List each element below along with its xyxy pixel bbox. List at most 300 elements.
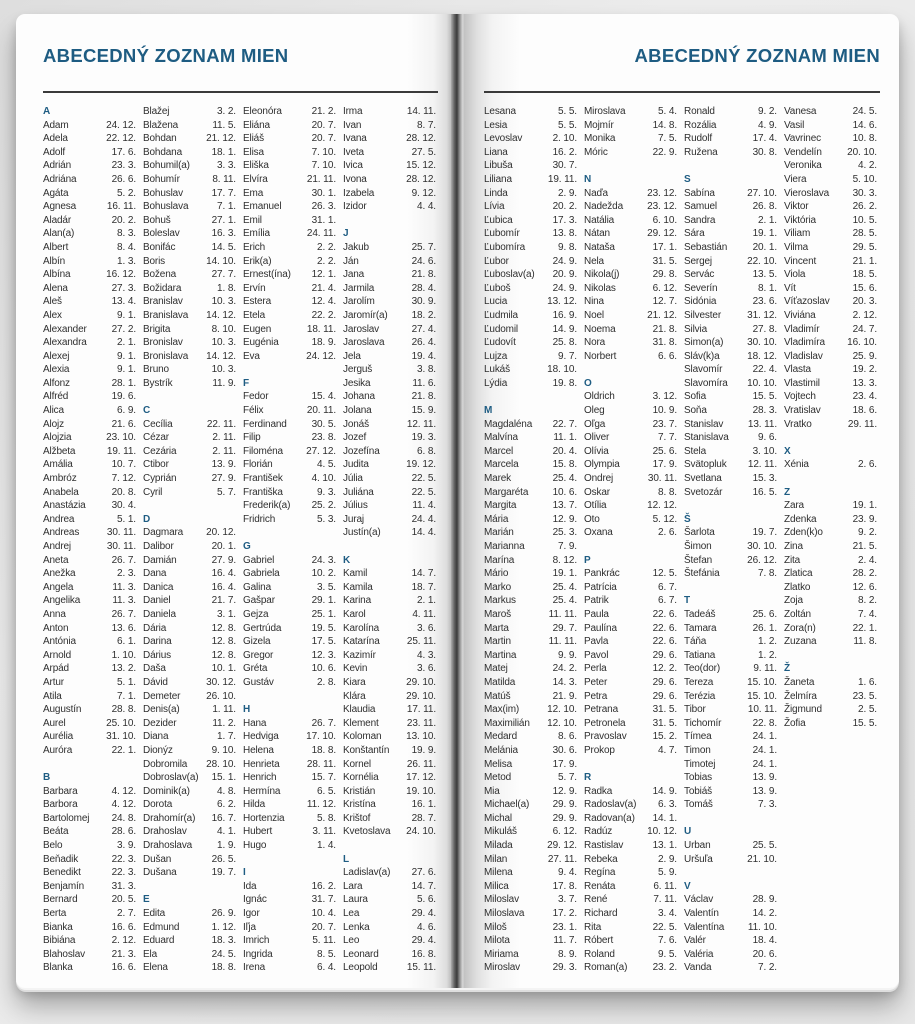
section-letter: O xyxy=(584,377,592,389)
name-date: 14. 3. xyxy=(552,676,577,688)
name-day-row xyxy=(684,323,777,337)
name-date: 19. 10. xyxy=(406,785,436,797)
name-label: Nataša xyxy=(584,241,615,253)
name-day-row xyxy=(684,758,777,772)
name-date: 10. 12. xyxy=(647,826,677,838)
name-date: 20. 5. xyxy=(111,894,136,906)
name-label: Vilma xyxy=(784,241,809,253)
name-label: Anežka xyxy=(43,568,76,580)
name-label: Marcel xyxy=(484,445,514,457)
name-date: 21. 5. xyxy=(852,541,877,552)
name-label: Melánia xyxy=(484,744,518,756)
name-date: 28. 7. xyxy=(411,812,436,824)
name-label: Nikola(j) xyxy=(584,269,620,281)
name-day-row xyxy=(684,649,777,663)
name-date: 22. 4. xyxy=(752,364,777,376)
name-day-row xyxy=(484,961,577,975)
name-date: 11. 11. xyxy=(548,608,577,620)
name-date: 9. 1. xyxy=(117,364,136,376)
section-letter: P xyxy=(584,554,591,566)
name-day-row xyxy=(784,159,877,173)
name-label: Miloš xyxy=(484,921,507,933)
name-day-row xyxy=(684,635,777,649)
name-day-row xyxy=(584,812,677,826)
name-label: Matúš xyxy=(484,690,511,702)
name-day-row xyxy=(784,295,877,309)
name-label: Bohumír xyxy=(143,173,180,185)
name-date: 26. 7. xyxy=(111,554,136,566)
name-date: 8. 7. xyxy=(417,119,436,131)
name-label: Ela xyxy=(143,948,158,960)
name-day-row xyxy=(243,676,336,690)
name-label: Ľudmila xyxy=(484,309,518,321)
name-label: Gustáv xyxy=(243,676,274,688)
name-date: 3. 4. xyxy=(658,908,677,920)
name-day-row xyxy=(684,771,777,785)
name-label: Dobroslav(a) xyxy=(143,772,199,784)
name-day-row xyxy=(43,513,136,527)
name-day-row xyxy=(143,866,236,880)
name-day-row xyxy=(43,690,136,704)
name-day-row xyxy=(143,921,236,935)
name-day-row xyxy=(143,472,236,486)
name-day-row xyxy=(343,295,436,309)
name-label: Arnold xyxy=(43,649,72,661)
name-day-row xyxy=(484,812,577,826)
name-day-row xyxy=(584,649,677,663)
name-date: 12. 8. xyxy=(211,622,236,634)
name-day-row xyxy=(43,146,136,160)
name-date: 27. 5. xyxy=(411,146,436,158)
name-day-row xyxy=(143,309,236,323)
name-day-row xyxy=(484,622,577,636)
name-date: 7. 6. xyxy=(658,935,677,947)
name-day-row xyxy=(343,798,436,812)
name-date: 30. 9. xyxy=(411,296,436,308)
name-date: 12. 7. xyxy=(652,296,677,308)
name-date: 29. 6. xyxy=(652,676,677,688)
name-date: 28. 9. xyxy=(752,894,777,906)
name-day-row xyxy=(784,676,877,690)
name-date: 20. 3. xyxy=(852,296,877,308)
name-date: 23. 9. xyxy=(852,513,877,525)
name-label: Sofia xyxy=(684,391,707,403)
name-date: 3. 8. xyxy=(417,364,436,376)
name-day-row xyxy=(343,812,436,826)
name-date: 1. 4. xyxy=(317,840,336,852)
name-date: 22. 2. xyxy=(311,309,336,321)
name-label: Juraj xyxy=(343,513,364,525)
name-label: Vanesa xyxy=(784,106,817,117)
name-day-row xyxy=(43,839,136,853)
name-label: Anastázia xyxy=(43,500,86,512)
name-day-row xyxy=(143,785,236,799)
name-label: Slavomír xyxy=(684,364,723,376)
name-date: 2. 8. xyxy=(317,676,336,688)
name-day-row xyxy=(684,472,777,486)
name-date: 10. 4. xyxy=(311,908,336,920)
name-date: 20. 10. xyxy=(847,146,877,158)
name-day-row xyxy=(684,431,777,445)
name-label: Jozefína xyxy=(343,445,380,457)
name-day-row xyxy=(43,323,136,337)
name-day-row xyxy=(143,336,236,350)
name-day-row xyxy=(143,458,236,472)
name-label: Stanislava xyxy=(684,432,729,444)
name-label: Ľuboslav(a) xyxy=(484,269,535,281)
name-day-row xyxy=(784,554,877,568)
name-date: 9. 3. xyxy=(317,486,336,498)
name-day-row xyxy=(43,853,136,867)
name-day-row xyxy=(684,119,777,133)
name-label: Boris xyxy=(143,255,166,267)
name-date: 1. 8. xyxy=(217,282,236,294)
name-label: Barbara xyxy=(43,785,78,797)
name-label: Alex xyxy=(43,309,62,321)
name-day-row xyxy=(484,350,577,364)
section-letter: Z xyxy=(784,486,791,498)
name-label: Marián xyxy=(484,527,514,539)
name-date: 15. 5. xyxy=(852,717,877,729)
name-label: Melisa xyxy=(484,758,512,770)
name-label: Sláv(k)a xyxy=(684,350,720,362)
name-date: 22. 7. xyxy=(552,418,577,430)
name-date: 21. 6. xyxy=(111,418,136,430)
name-label: Božidara xyxy=(143,282,182,294)
name-label: Angelika xyxy=(43,595,81,607)
name-day-row xyxy=(243,961,336,975)
name-date: 30. 11. xyxy=(647,473,677,485)
name-label: Augustín xyxy=(43,704,82,716)
name-label: Belo xyxy=(43,840,63,852)
name-date: 21. 10. xyxy=(747,853,777,865)
name-label: Radoslav(a) xyxy=(584,799,637,811)
name-date: 18. 6. xyxy=(852,405,877,417)
name-date: 6. 7. xyxy=(658,595,677,607)
name-column xyxy=(343,105,436,975)
name-label: Dobromila xyxy=(143,758,188,770)
name-day-row xyxy=(343,635,436,649)
name-day-row xyxy=(43,676,136,690)
name-day-row xyxy=(343,173,436,187)
name-day-row xyxy=(684,554,777,568)
name-label: Adriána xyxy=(43,173,77,185)
name-label: Zita xyxy=(784,554,801,566)
name-label: Viliam xyxy=(784,228,811,240)
name-date: 29. 7. xyxy=(552,622,577,634)
name-day-row xyxy=(584,227,677,241)
name-label: Blanka xyxy=(43,962,73,974)
name-date: 15. 6. xyxy=(852,282,877,294)
name-date: 25. 1. xyxy=(311,608,336,620)
name-label: Petra xyxy=(584,690,608,702)
name-label: Medard xyxy=(484,731,518,743)
name-date: 24. 1. xyxy=(752,744,777,756)
name-label: Jarmila xyxy=(343,282,375,294)
name-day-row xyxy=(143,187,236,201)
name-date: 20. 1. xyxy=(211,541,236,552)
name-date: 14. 4. xyxy=(411,527,436,539)
name-label: Adam xyxy=(43,119,69,131)
name-day-row xyxy=(343,336,436,350)
name-date: 25. 4. xyxy=(552,581,577,593)
name-day-row xyxy=(484,853,577,867)
name-day-row xyxy=(784,363,877,377)
name-date: 10. 2. xyxy=(311,568,336,580)
name-date: 16. 1. xyxy=(411,799,436,811)
name-label: Dávid xyxy=(143,676,168,688)
name-date: 23. 1. xyxy=(552,921,577,933)
name-day-row xyxy=(584,798,677,812)
name-label: Lucia xyxy=(484,296,508,308)
name-day-row xyxy=(43,880,136,894)
name-day-row xyxy=(684,744,777,758)
name-date: 4. 3. xyxy=(417,649,436,661)
name-label: Martin xyxy=(484,636,511,648)
section-letter: N xyxy=(584,173,592,185)
name-day-row xyxy=(584,146,677,160)
name-day-row xyxy=(243,594,336,608)
name-day-row xyxy=(143,418,236,432)
name-day-row xyxy=(484,472,577,486)
name-day-row xyxy=(143,934,236,948)
name-label: Ľudomil xyxy=(484,323,518,335)
name-day-row xyxy=(784,214,877,228)
name-column xyxy=(243,105,336,975)
name-day-row xyxy=(243,418,336,432)
name-day-row xyxy=(584,567,677,581)
name-day-row xyxy=(343,703,436,717)
name-day-row xyxy=(484,676,577,690)
name-date: 27. 9. xyxy=(211,554,236,566)
name-day-row xyxy=(143,105,236,119)
name-label: Oldrich xyxy=(584,391,615,403)
name-day-row xyxy=(43,227,136,241)
name-label: Pavla xyxy=(584,636,609,648)
name-date: 2. 6. xyxy=(658,527,677,539)
name-label: Daniel xyxy=(143,595,171,607)
section-gap xyxy=(684,812,777,826)
name-label: Demeter xyxy=(143,690,181,702)
name-label: Albín xyxy=(43,255,66,267)
name-day-row xyxy=(243,554,336,568)
name-day-row xyxy=(484,581,577,595)
name-day-row xyxy=(243,187,336,201)
name-day-row xyxy=(684,717,777,731)
name-date: 9. 7. xyxy=(558,350,577,362)
name-day-row xyxy=(343,785,436,799)
name-label: Gabriela xyxy=(243,568,280,580)
name-day-row xyxy=(484,309,577,323)
name-date: 24. 10. xyxy=(406,826,436,838)
name-label: Eva xyxy=(243,350,260,362)
name-day-row xyxy=(143,690,236,704)
name-date: 18. 1. xyxy=(211,146,236,158)
name-label: Regína xyxy=(584,867,616,879)
name-date: 28. 6. xyxy=(111,826,136,838)
name-day-row xyxy=(484,785,577,799)
name-label: Vratko xyxy=(784,418,812,430)
name-day-row xyxy=(243,771,336,785)
name-label: Martina xyxy=(484,649,517,661)
name-label: Eduard xyxy=(143,935,175,947)
name-label: Vanda xyxy=(684,962,712,974)
name-label: Vladimíra xyxy=(784,337,825,349)
name-date: 31. 7. xyxy=(311,894,336,906)
name-day-row xyxy=(484,866,577,880)
name-label: Vendelín xyxy=(784,146,822,158)
name-label: Aleš xyxy=(43,296,62,308)
name-columns xyxy=(484,105,880,975)
name-day-row xyxy=(243,173,336,187)
name-label: Artur xyxy=(43,676,64,688)
name-label: Terézia xyxy=(684,690,716,702)
name-date: 29. 9. xyxy=(552,799,577,811)
name-date: 6. 4. xyxy=(317,962,336,974)
name-label: Igor xyxy=(243,908,260,920)
name-label: Jela xyxy=(343,350,361,362)
name-day-row xyxy=(684,934,777,948)
name-date: 8. 9. xyxy=(558,948,577,960)
name-day-row xyxy=(343,377,436,391)
name-date: 2. 2. xyxy=(317,241,336,253)
name-day-row xyxy=(43,662,136,676)
page-title: ABECEDNÝ ZOZNAM MIEN xyxy=(634,45,880,66)
name-day-row xyxy=(484,554,577,568)
name-date: 2. 1. xyxy=(758,214,777,226)
name-label: Jonáš xyxy=(343,418,369,430)
name-date: 16. 4. xyxy=(211,568,236,580)
name-label: Alena xyxy=(43,282,68,294)
name-label: Pravoslav xyxy=(584,731,627,743)
name-date: 3. 2. xyxy=(217,106,236,117)
name-date: 7. 2. xyxy=(758,962,777,974)
name-date: 2. 2. xyxy=(317,255,336,267)
name-label: Miroslava xyxy=(584,106,626,117)
name-label: Dagmara xyxy=(143,527,184,539)
name-label: Hermína xyxy=(243,785,281,797)
name-date: 28. 12. xyxy=(406,173,436,185)
name-label: Lenka xyxy=(343,921,370,933)
name-label: Florián xyxy=(243,459,273,471)
name-day-row xyxy=(343,921,436,935)
name-date: 31. 5. xyxy=(652,255,677,267)
name-day-row xyxy=(43,132,136,146)
name-label: Adela xyxy=(43,133,68,145)
name-date: 8. 4. xyxy=(117,241,136,253)
name-date: 10. 1. xyxy=(211,663,236,675)
name-day-row xyxy=(143,825,236,839)
name-date: 29. 10. xyxy=(406,690,436,702)
name-date: 23. 8. xyxy=(311,432,336,444)
name-date: 7. 5. xyxy=(658,133,677,145)
name-day-row xyxy=(484,771,577,785)
name-day-row xyxy=(584,690,677,704)
section-gap xyxy=(343,540,436,554)
name-date: 5. 7. xyxy=(558,772,577,784)
name-date: 14. 12. xyxy=(206,350,236,362)
name-day-row xyxy=(784,119,877,133)
name-day-row xyxy=(484,690,577,704)
name-day-row xyxy=(43,744,136,758)
name-date: 7. 3. xyxy=(758,799,777,811)
name-day-row xyxy=(243,282,336,296)
name-date: 3. 11. xyxy=(312,826,336,838)
name-day-row xyxy=(584,785,677,799)
name-label: Milota xyxy=(484,935,510,947)
name-date: 15. 9. xyxy=(411,405,436,417)
name-day-row xyxy=(43,431,136,445)
name-label: Alexander xyxy=(43,323,87,335)
name-day-row xyxy=(243,445,336,459)
name-label: Cezária xyxy=(143,445,177,457)
name-day-row xyxy=(684,390,777,404)
name-label: Kristián xyxy=(343,785,376,797)
name-day-row xyxy=(784,336,877,350)
name-date: 16. 6. xyxy=(111,921,136,933)
name-date: 2. 11. xyxy=(212,445,236,457)
name-label: Radka xyxy=(584,785,613,797)
name-day-row xyxy=(584,961,677,975)
name-day-row xyxy=(584,934,677,948)
name-label: Ema xyxy=(243,187,264,199)
name-date: 11. 1. xyxy=(553,432,577,444)
name-date: 20. 2. xyxy=(552,201,577,213)
name-label: Marek xyxy=(484,473,512,485)
name-day-row xyxy=(584,499,677,513)
name-day-row xyxy=(484,323,577,337)
name-day-row xyxy=(343,187,436,201)
name-date: 5. 3. xyxy=(317,513,336,525)
name-label: Františka xyxy=(243,486,283,498)
name-date: 31. 5. xyxy=(652,717,677,729)
name-label: Tatiana xyxy=(684,649,716,661)
name-day-row xyxy=(584,282,677,296)
name-label: Sára xyxy=(684,228,705,240)
name-day-row xyxy=(584,662,677,676)
name-date: 16. 4. xyxy=(211,581,236,593)
name-date: 12. 1. xyxy=(311,269,336,281)
name-day-row xyxy=(684,785,777,799)
name-date: 14. 11. xyxy=(406,106,436,117)
name-date: 20. 12. xyxy=(206,527,236,539)
section-letter: F xyxy=(243,377,250,389)
name-date: 30. 8. xyxy=(752,146,777,158)
name-day-row xyxy=(43,554,136,568)
name-label: Gejza xyxy=(243,608,269,620)
name-date: 10. 7. xyxy=(111,459,136,471)
name-label: Oľga xyxy=(584,418,606,430)
name-day-row xyxy=(484,241,577,255)
name-label: Daniela xyxy=(143,608,176,620)
name-label: Jana xyxy=(343,269,365,281)
name-date: 5. 7. xyxy=(217,486,236,498)
name-day-row xyxy=(43,961,136,975)
name-label: Viola xyxy=(784,269,806,281)
name-label: Cézar xyxy=(143,432,169,444)
name-day-row xyxy=(43,200,136,214)
name-day-row xyxy=(243,622,336,636)
name-day-row xyxy=(484,662,577,676)
name-day-row xyxy=(784,567,877,581)
name-day-row xyxy=(243,309,336,323)
name-day-row xyxy=(584,921,677,935)
name-day-row xyxy=(43,825,136,839)
name-date: 15. 12. xyxy=(406,160,436,172)
section-gap xyxy=(43,758,136,772)
name-day-row xyxy=(784,608,877,622)
name-label: Ondrej xyxy=(584,473,614,485)
